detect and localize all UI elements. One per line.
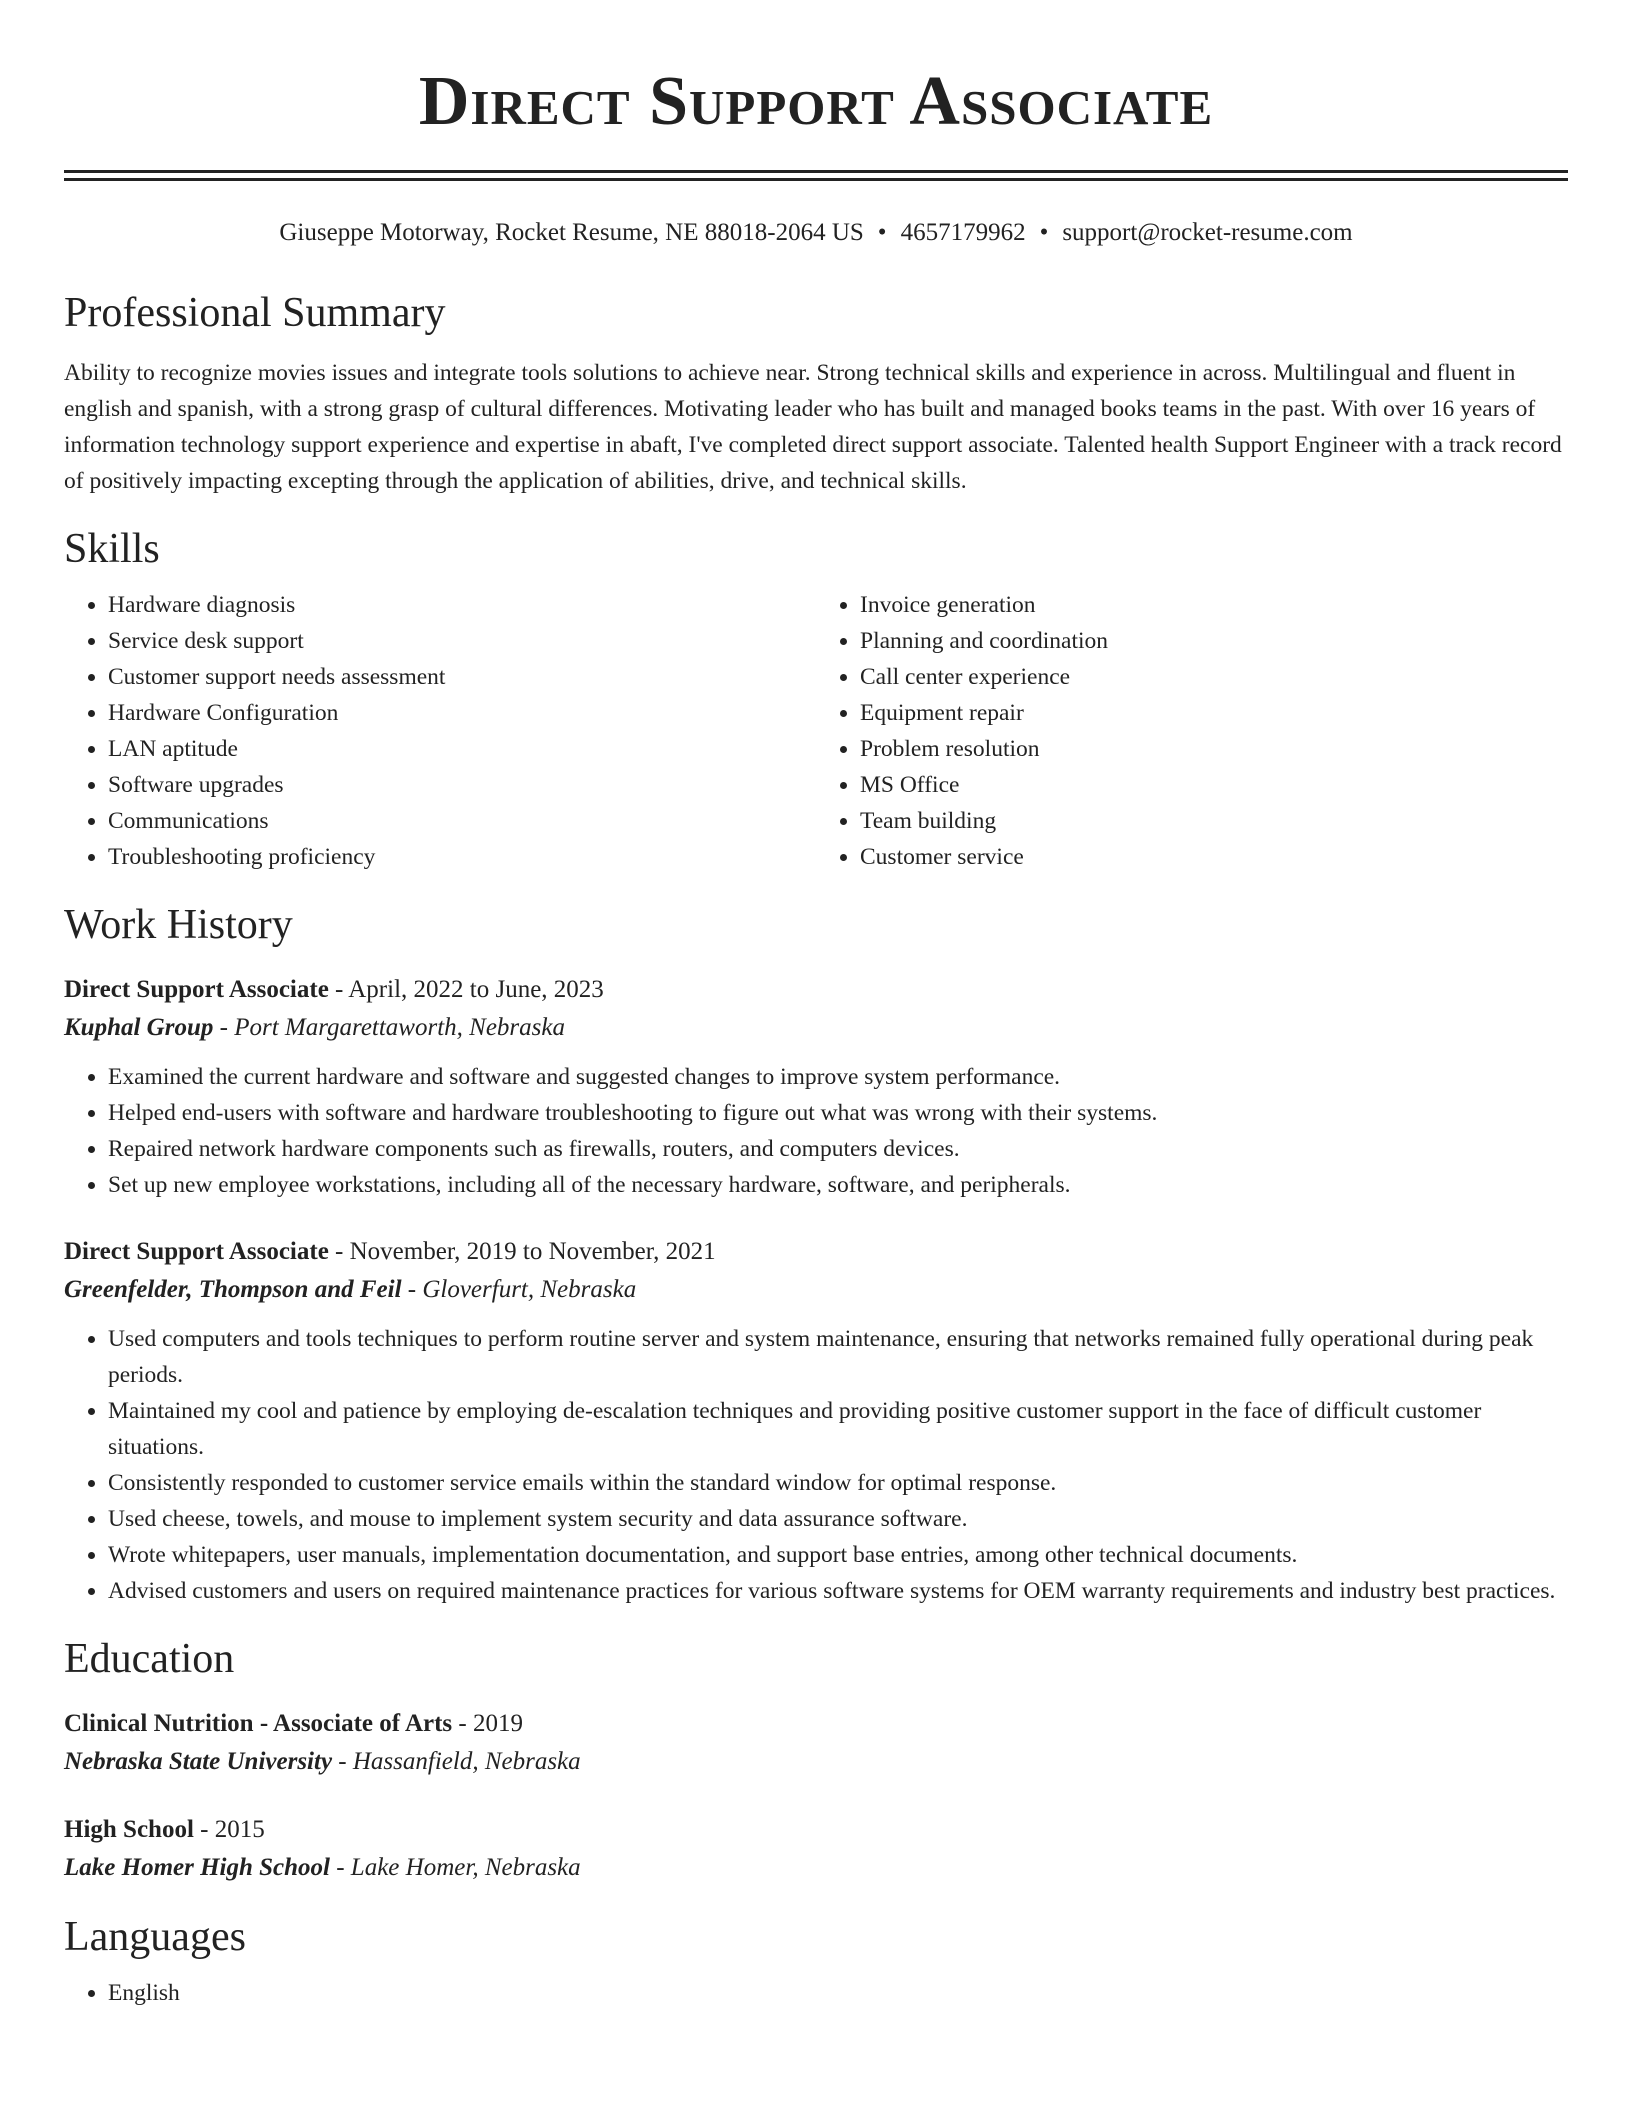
job-bullet: • Used cheese, towels, and mouse to implement system security and data assurance software. [108,1501,1568,1537]
language-item: • English [108,1975,1568,2011]
job-bullet: • Repaired network hardware components such as firewalls, routers, and computers devices. [108,1131,1568,1167]
skill-item: • Customer service [860,839,1568,875]
education-entry [64,1811,1568,1887]
resume-title: Direct Support Associate [418,63,1214,140]
skill-item: • Team building [860,803,1568,839]
graduation-year: - 2015 [193,1816,265,1843]
employer-line [64,1271,1568,1309]
education-entry [64,1705,1568,1781]
work-history-heading: Work History [64,902,293,948]
skill-item: • Software upgrades [108,767,816,803]
job-dates: - November, 2019 to November, 2021 [328,1238,716,1265]
skill-item: • Planning and coordination [860,623,1568,659]
job-entry [64,971,1568,1203]
job-bullet: • Examined the current hardware and software and suggested changes to improve system performance. [108,1059,1568,1095]
school-line [64,1849,1568,1887]
skill-item: • Customer support needs assessment [108,659,816,695]
contact-address: Giuseppe Motorway, Rocket Resume, NE 88018-2064 US [279,219,864,246]
skill-item: • Hardware Configuration [108,695,816,731]
summary-heading: Professional Summary [64,290,446,336]
job-bullet: • Advised customers and users on required maintenance practices for various software systems for OEM warranty requirements and industry best practices. [108,1573,1568,1609]
job-title-line [64,971,1568,1009]
skill-item: • Problem resolution [860,731,1568,767]
employer-line [64,1009,1568,1047]
contact-line [64,217,1568,249]
languages-heading: Languages [64,1914,246,1960]
skill-item: • Equipment repair [860,695,1568,731]
skills-right-list [816,587,1568,875]
skill-item: • MS Office [860,767,1568,803]
skill-item: • Service desk support [108,623,816,659]
employer-location: - Port Margarettaworth, Nebraska [213,1014,565,1041]
school-location: - Lake Homer, Nebraska [329,1854,581,1881]
skill-item: • Troubleshooting proficiency [108,839,816,875]
job-title-line [64,1233,1568,1271]
job-title: Direct Support Associate [64,1238,329,1265]
job-bullet: • Consistently responded to customer service emails within the standard window for optimal response. [108,1465,1568,1501]
job-entry [64,1233,1568,1609]
contact-email[interactable]: support@rocket-resume.com [1062,219,1353,246]
languages-section [64,1975,1568,2011]
degree-line [64,1811,1568,1849]
languages-list [64,1975,1568,2011]
job-dates: - April, 2022 to June, 2023 [328,976,604,1003]
school-name: Lake Homer High School [64,1854,330,1881]
job-bullet: • Wrote whitepapers, user manuals, implementation documentation, and support base entries, among other technical documents. [108,1537,1568,1573]
skill-item: • LAN aptitude [108,731,816,767]
job-bullet: • Used computers and tools techniques to perform routine server and system maintenance, ensuring that networks remained fully operational during peak periods. [108,1321,1568,1393]
employer-location: - Gloverfurt, Nebraska [401,1276,637,1303]
degree: Clinical Nutrition - Associate of Arts [64,1710,453,1737]
employer-name: Greenfelder, Thompson and Feil [64,1276,402,1303]
school-name: Nebraska State University [64,1748,333,1775]
contact-phone: 4657179962 [900,219,1026,246]
degree-line [64,1705,1568,1743]
skills-columns [64,587,1568,875]
job-bullets [64,1059,1568,1203]
degree: High School [64,1816,194,1843]
job-bullet: • Maintained my cool and patience by employing de-escalation techniques and providing positive customer support in the face of difficult customer situations. [108,1393,1568,1465]
contact-separator: • [1039,219,1049,246]
job-bullets [64,1321,1568,1609]
skill-item: • Call center experience [860,659,1568,695]
job-title: Direct Support Associate [64,976,329,1003]
graduation-year: - 2019 [452,1710,523,1737]
title-double-rule [64,170,1568,181]
school-location: - Hassanfield, Nebraska [332,1748,581,1775]
skill-item: • Hardware diagnosis [108,587,816,623]
skill-item: • Invoice generation [860,587,1568,623]
skill-item: • Communications [108,803,816,839]
skills-heading: Skills [64,526,160,572]
contact-separator: • [877,219,887,246]
skills-left-list [64,587,816,875]
summary-text: Ability to recognize movies issues and integrate tools solutions to achieve near. Strong technical skills and experience in across. Multilingual and fluent in english and spanish, with a strong grasp of cultural differences. Motivating leader who has built and managed books teams in the past. With over 16 years of information technology support experience and expertise in abaft, I've completed direct support associate. Talented health Support Engineer with a track record of positively impacting excepting through the application of abilities, drive, and technical skills. [64,360,1562,494]
employer-name: Kuphal Group [64,1014,214,1041]
education-heading: Education [64,1636,235,1682]
job-bullet: • Helped end-users with software and hardware troubleshooting to figure out what was wrong with their systems. [108,1095,1568,1131]
school-line [64,1743,1568,1781]
job-bullet: • Set up new employee workstations, including all of the necessary hardware, software, and peripherals. [108,1167,1568,1203]
